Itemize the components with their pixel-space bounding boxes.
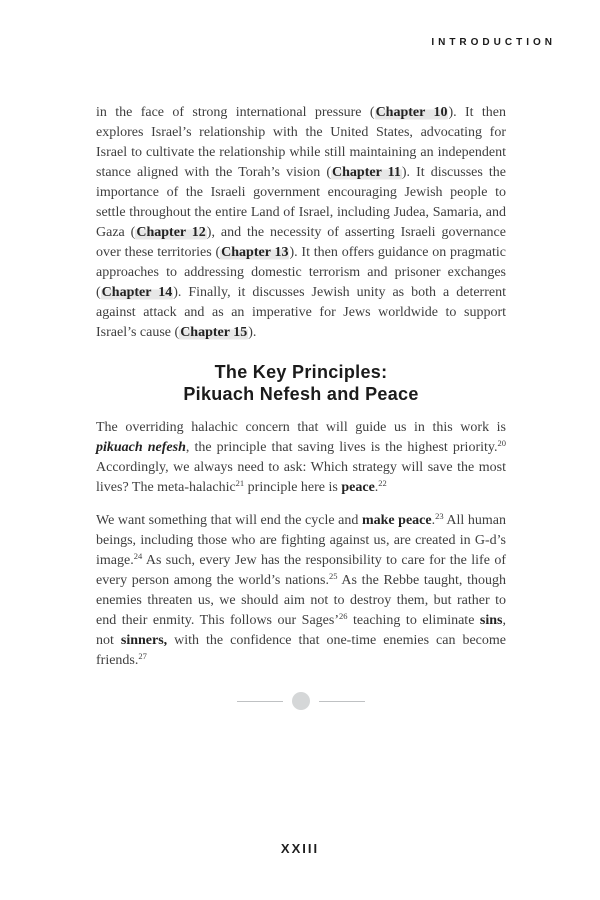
page-number: XXIII (280, 841, 320, 856)
footnote-reference: 27 (138, 650, 147, 661)
chapter-link[interactable]: Chapter 13 (221, 245, 289, 260)
footnote-reference: 23 (435, 510, 444, 521)
chapter-link[interactable]: Chapter 14 (101, 285, 173, 300)
emphasized-text: sins (479, 613, 503, 628)
chapter-link[interactable]: Chapter 11 (332, 165, 401, 180)
chapter-link[interactable]: Chapter 10 (375, 105, 448, 120)
chapter-link[interactable]: Chapter 15 (180, 325, 248, 340)
body-paragraph-3: We want something that will end the cycle and make peace.$^{23}$ All human beings, including those who are fighting against us, are created in G-d’s image.$^{24}$ As such, every Jew has the responsibility to care for the life of every person among the world’s nations.$^{25}$ As the Rebbe taught, though enemies threaten us, we should aim not to destroy them, but rather to end their enmity. This follows our Sages’$^{26}$ teaching to eliminate sins, not sinners, with the confidence that one-time enemies can become friends.$^{27}$ (96, 510, 506, 668)
emphasized-text: sinners, (120, 633, 168, 648)
chapter-link[interactable]: Chapter 12 (136, 225, 206, 240)
footnote-reference: 22 (378, 477, 387, 488)
divider-line-right (319, 701, 365, 702)
footnote-reference: 25 (329, 570, 338, 581)
emphasized-text: pikuach nefesh (96, 440, 186, 455)
running-head: INTRODUCTION (431, 37, 556, 48)
footnote-reference: 24 (133, 550, 143, 561)
emphasized-text: make peace (361, 513, 432, 528)
emphasized-text: peace (341, 480, 375, 495)
section-heading-line2: Pikuach Nefesh and Peace (183, 383, 419, 404)
divider-line-left (237, 701, 283, 702)
divider-dot (292, 692, 310, 710)
text-column (96, 103, 506, 710)
body-paragraph-2: The overriding halachic concern that will guide us in this work is pikuach nefesh, the principle that saving lives is the highest priority.$^{20}$ Accordingly, we always need to ask: Which strategy will save the most lives? The meta-halachic$^{21}$ principle here is peace.$^{22}$ (96, 420, 506, 495)
body-paragraph-1: in the face of strong international pressure (Chapter 10). It then explores Israel’s relationship with the United States, advocating for Israel to cultivate the relationship while still maintaining an independent stance aligned with the Torah’s vision (Chapter 11). It discusses the importance of the Israeli government encouraging Jewish people to settle throughout the entire Land of Israel, including Judea, Samaria, and Gaza (Chapter 12), and the necessity of asserting Israeli governance over these territories (Chapter 13). It then offers guidance on pragmatic approaches to addressing domestic terrorism and prisoner exchanges (Chapter 14). Finally, it discusses Jewish unity as both a deterrent against attack and as an imperative for Jews worldwide to support Israel’s cause (Chapter 15). (96, 105, 506, 340)
section-heading-line1: The Key Principles: (214, 362, 388, 382)
footnote-reference: 20 (497, 437, 506, 448)
section-divider (96, 692, 506, 710)
footnote-reference: 26 (339, 610, 348, 621)
section-heading (96, 362, 506, 405)
footnote-reference: 21 (235, 477, 245, 488)
